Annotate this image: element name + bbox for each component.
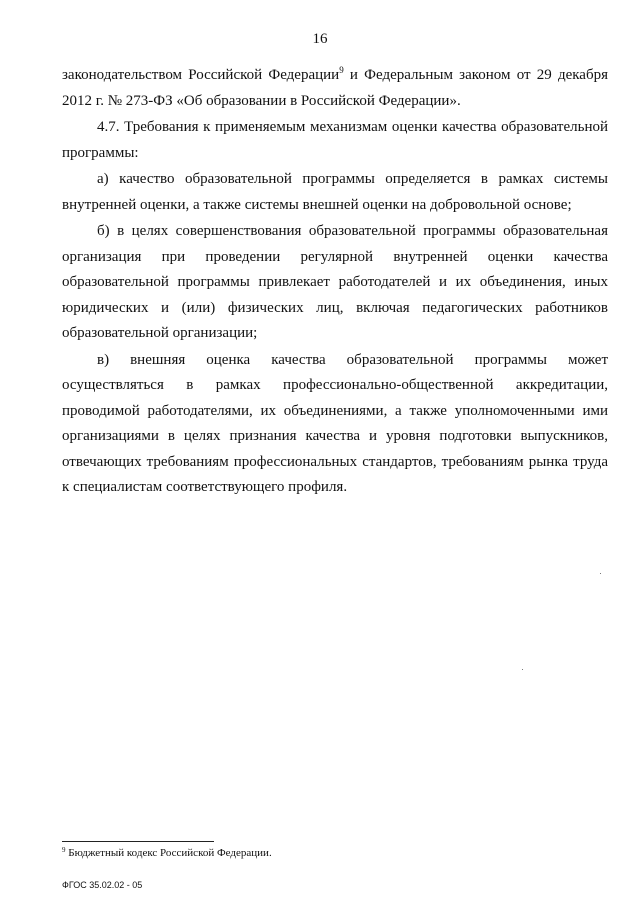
document-code: ФГОС 35.02.02 - 05 xyxy=(62,880,143,890)
item-v: в) внешняя оценка качества образовательной программы может осуществляться в рамках профессионально-общественной аккредитации, проводимой работодателями, их объединениями, а также уполномоченными ими организациями в целях признания качества и уровня подготовки выпускников, отвечающих требованиям профессиональных стандартов, требованиям рынка труда к специалистам соответствующего профиля. xyxy=(62,351,608,495)
paragraph-intro xyxy=(62,63,608,114)
page-number: 16 xyxy=(312,31,328,47)
footnote-reference[interactable]: 9 xyxy=(339,65,344,75)
body-text xyxy=(62,63,608,501)
item-b: б) в целях совершенствования образовательной программы образовательная организация при проведении регулярной внутренней оценки качества образовательной программы привлекает работодателей и их объединения, иных юридических и (или) физических лиц, включая педагогических работников образовательной организации; xyxy=(62,223,608,341)
footnote-marker: 9 xyxy=(62,846,66,854)
footnote xyxy=(62,846,272,860)
scan-speck xyxy=(522,669,523,670)
paragraph-intro-text: законодательством Российской Федерации xyxy=(62,67,340,83)
paragraph-intro-continuation: и Федеральным законом от 29 декабря 2012 г. № 273-ФЗ «Об образовании в Российской Федерации». xyxy=(62,67,608,109)
footnote-text: Бюджетный кодекс Российской Федерации. xyxy=(65,847,272,859)
section-heading-4-7: 4.7. Требования к применяемым механизмам оценки качества образовательной программы: xyxy=(62,119,608,161)
item-a: а) качество образовательной программы определяется в рамках системы внутренней оценки, а также системы внешней оценки на добровольной основе; xyxy=(62,171,608,213)
scan-speck xyxy=(600,573,601,574)
footnote-divider xyxy=(62,841,214,842)
